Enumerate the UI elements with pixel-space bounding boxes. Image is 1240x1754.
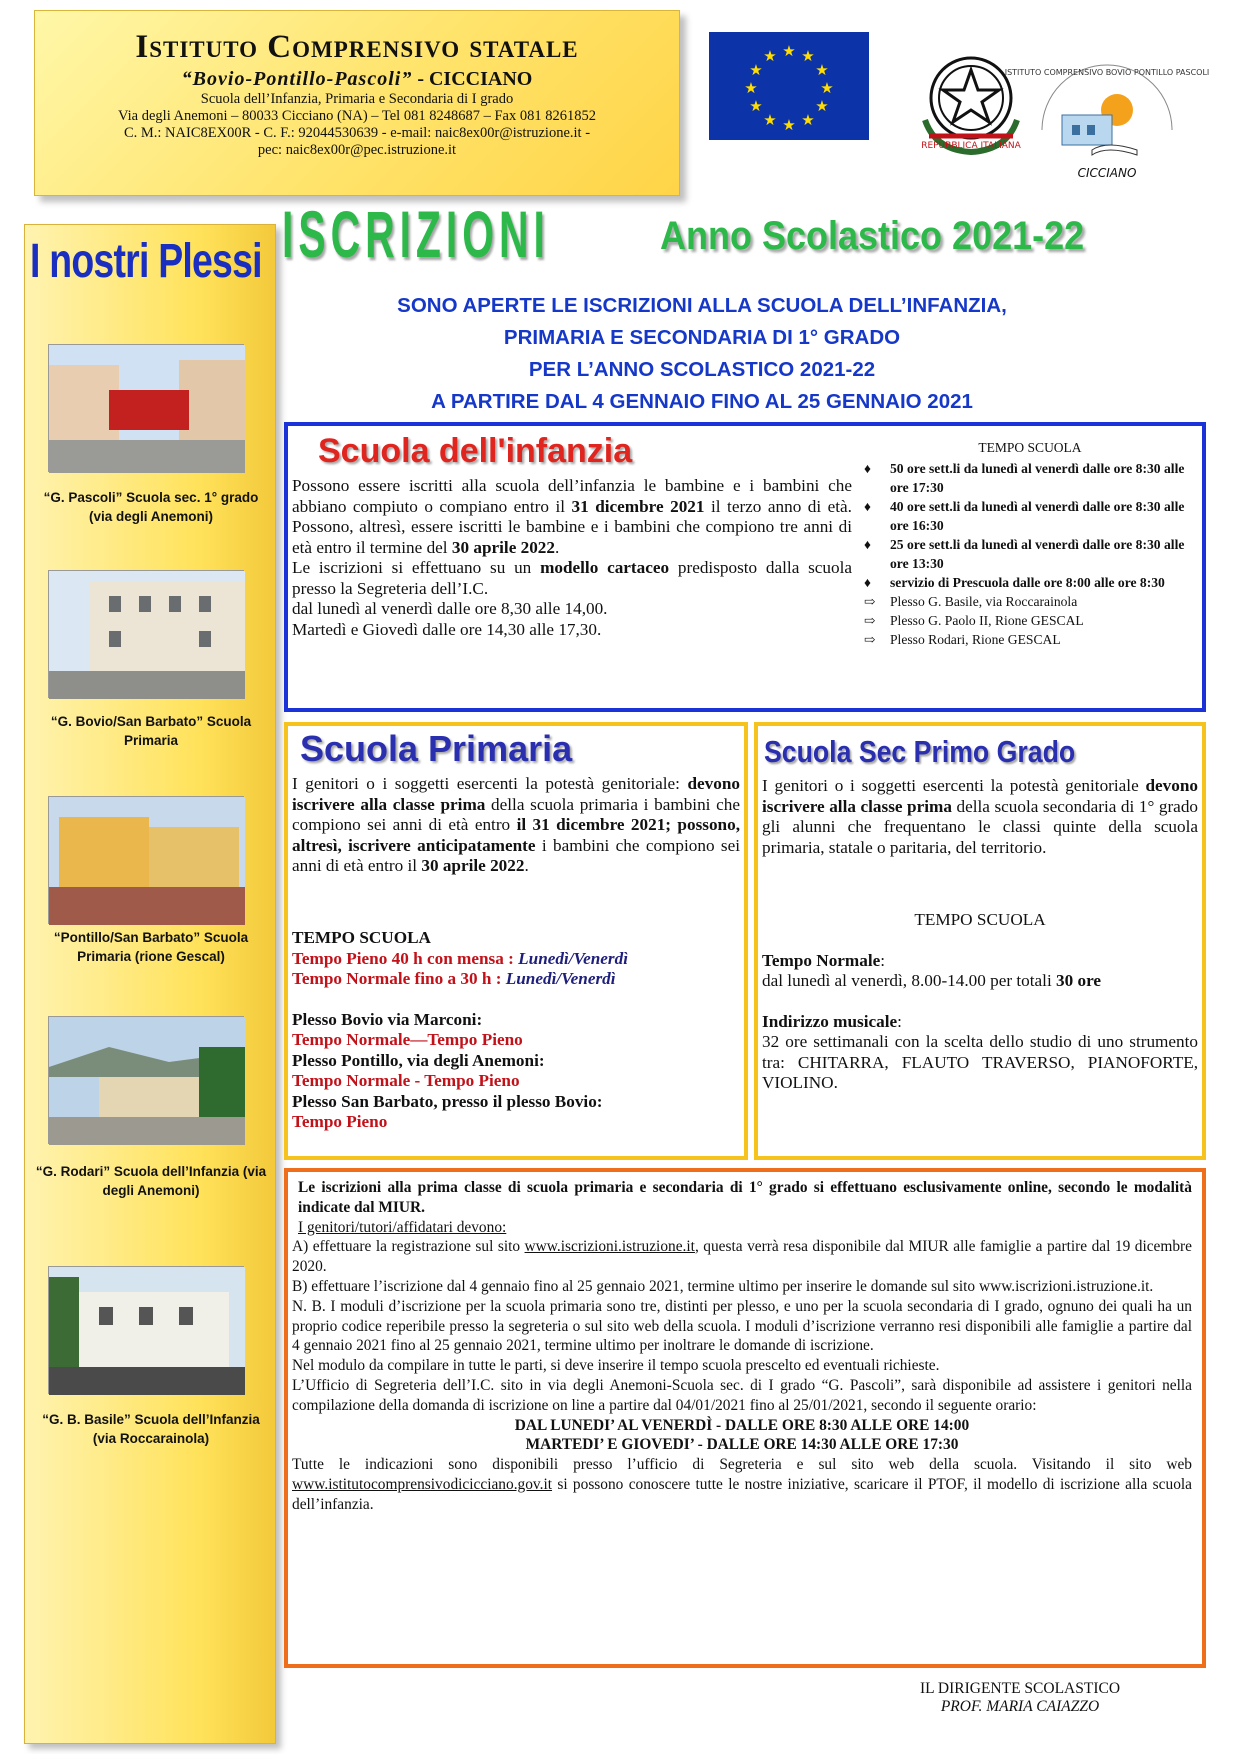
plesso-san-barbato-tempo: Tempo Pieno (292, 1112, 388, 1131)
text: , questa verrà resa disponibile dal MIUR alle famiglie a partire dal 19 dicembre 2020. (292, 1238, 1193, 1276)
arrow-icon: ⇨ (864, 613, 876, 628)
online-intro: Le iscrizioni alla prima classe di scuola primaria e secondaria di 1° grado si effettuano esclusivamente online, secondo le modalità indicate dal MIUR. (298, 1179, 1192, 1216)
school-header-box (34, 10, 680, 196)
tempo-normale-heading: Tempo Normale: (762, 950, 886, 970)
bold-text: devono iscrivere alla classe prima (762, 776, 1198, 816)
text: i bambini che compiono sei anni di età entro il (292, 835, 740, 875)
text: della scuola secondaria di 1° grado gli alunni che frequentano le classi quinte della scuola primaria, statale o paritaria, del territorio. (762, 796, 1199, 857)
signature (870, 1680, 1170, 1716)
signature-name: PROF. MARIA CAIAZZO (940, 1698, 1100, 1715)
iscrizioni-link[interactable]: www.iscrizioni.istruzione.it (524, 1238, 695, 1256)
online-step-b: B) effettuare l’iscrizione dal 4 gennaio fino al 25 gennaio 2021, termine ultimo per inserire le domande sul sito www.iscrizioni.istruzione.it. (292, 1277, 1154, 1295)
announce-line: PER L’ANNO SCOLASTICO 2021-22 (528, 358, 876, 381)
date-bold: 30 aprile 2022 (451, 537, 555, 557)
online-orario-2: MARTEDI’ E GIOVEDI’ - DALLE ORE 14:30 ALLE ORE 17:30 (525, 1436, 959, 1454)
school-city: - CICCIANO (412, 68, 533, 90)
tempo-normale-label: Tempo Normale (762, 950, 881, 970)
secondaria-tempo (762, 910, 1198, 1094)
tempo-pieno-days: Lunedì/Venerdì (518, 948, 628, 968)
tempo-item-text: servizio di Prescuola dalle ore 8:00 alle ore 8:30 (890, 575, 1165, 590)
bold-text: modello cartaceo (540, 558, 670, 577)
diamond-bullet-icon: ♦ (864, 537, 871, 552)
infanzia-text (292, 476, 852, 640)
online-nb: N. B. I moduli d’iscrizione per la scuola primaria sono tre, distinti per plesso, e uno per la scuola secondaria di I grado, ognuno dei quali ha un proprio codice reperibile presso la segreteria o sul sito web della scuola. I moduli d’iscrizione verranno resi disponibili alle famiglie a partire dal 4 gennaio 2021 fino al 25 gennaio 2021, termine ultimo per inoltrare le domande di iscrizione. (292, 1297, 1192, 1355)
text: predisposto dalla scuola presso la Segreteria dell’I.C. (292, 558, 853, 598)
tempo-normale-text (762, 971, 1198, 992)
tempo-item-text: 50 ore sett.li da lunedì al venerdì dalle ore 8:30 alle ore 17:30 (890, 461, 1185, 495)
svg-text:★: ★ (801, 47, 815, 65)
secondaria-text (762, 776, 1198, 858)
svg-text:★: ★ (801, 111, 815, 129)
musicale-text: 32 ore settimanali con la scelta dello studio di uno strumento tra: CHITARRA, FLAUTO TRAVERSO, PIANOFORTE, VIOLINO. (762, 1032, 1198, 1092)
diamond-bullet-icon: ♦ (864, 575, 871, 590)
online-orario-1: DAL LUNEDI’ AL VENERDÌ - DALLE ORE 8:30 ALLE ORE 14:00 (514, 1416, 970, 1434)
online-step-a (292, 1237, 1192, 1277)
svg-text:★: ★ (763, 47, 777, 65)
photo-basile (48, 1266, 244, 1394)
school-info-line: Scuola dell’Infanzia, Primaria e Secondaria di I grado (200, 91, 514, 107)
tempo-item-text: 40 ore sett.li da lunedì al venerdì dalle ore 8:30 alle ore 16:30 (890, 499, 1185, 533)
musicale-label: Indirizzo musicale (762, 1011, 898, 1031)
plesso-pontillo: Plesso Pontillo, via degli Anemoni: (292, 1050, 545, 1070)
diamond-bullet-icon: ♦ (864, 461, 871, 476)
text: il terzo anno di età. Possono, altresì, essere iscritti le bambine e i bambini che compiono tre anni di età entro il termine del (292, 496, 852, 557)
online-text (292, 1178, 1192, 1515)
online-final (292, 1455, 1192, 1514)
text: A) effettuare la registrazione sul sito (292, 1238, 525, 1256)
plesso-bovio-tempo: Tempo Normale—Tempo Pieno (292, 1030, 523, 1049)
plesso-pontillo-tempo: Tempo Normale - Tempo Pieno (292, 1071, 520, 1090)
italian-republic-emblem (905, 40, 1040, 160)
school-logo (1004, 55, 1210, 190)
date-bold: 30 aprile 2022 (421, 856, 525, 875)
tempo-pieno-line (292, 949, 742, 970)
text: dal lunedì al venerdì, 8.00-14.00 per totali (762, 971, 1057, 990)
bold-text: il 31 dicembre 2021; possono, altresì, iscrivere anticipatamente (292, 815, 740, 855)
tempo-item (860, 535, 1200, 573)
tempo-item (860, 497, 1200, 535)
signature-role: IL DIRIGENTE SCOLASTICO (919, 1680, 1121, 1697)
text: Possono essere iscritti alla scuola dell’infanzia le bambine e i bambini che abbiano compiuto o compiano entro il (292, 476, 852, 516)
svg-text:★: ★ (815, 61, 829, 79)
tempo-normale-days: Lunedì/Venerdì (505, 969, 616, 988)
diamond-bullet-icon: ♦ (864, 499, 871, 514)
school-name (35, 68, 679, 91)
school-title: Istituto Comprensivo statale (135, 29, 579, 65)
caption-basile: “G. B. Basile” Scuola dell’Infanzia (via Roccarainola) (42, 1412, 260, 1446)
school-pec-line: pec: naic8ex00r@pec.istruzione.it (257, 142, 457, 158)
tempo-item (860, 459, 1200, 497)
online-who: I genitori/tutori/affidatari devono: (298, 1218, 507, 1236)
svg-text:CICCIANO: CICCIANO (1077, 166, 1137, 180)
online-modulo: Nel modulo da compilare in tutte le parti, si deve inserire il tempo scuola prescelto ed eventuali richieste. (292, 1357, 940, 1375)
caption-pascoli: “G. Pascoli” Scuola sec. 1° grado (via degli Anemoni) (43, 490, 259, 524)
arrow-icon: ⇨ (864, 594, 876, 609)
date-bold: 31 dicembre 2021 (571, 496, 705, 516)
tempo-normale-label: Tempo Normale fino a 30 h : (292, 969, 506, 988)
bold-text: 30 ore (1056, 971, 1102, 990)
announcement (282, 290, 1122, 418)
sidebar-title: I nostri Plessi (30, 235, 262, 288)
emblem-text: REPUBBLICA ITALIANA (921, 141, 1021, 151)
bold-text: devono iscrivere alla classe prima (292, 774, 740, 814)
headline-school-year: Anno Scolastico 2021-22 (660, 214, 1085, 258)
text: della scuola primaria i bambini che compiono sei anni di età entro (292, 794, 740, 834)
text: I genitori o i soggetti esercenti la potestà genitoriale: (292, 774, 688, 793)
tempo-item-text: Plesso G. Paolo II, Rione GESCAL (890, 613, 1084, 628)
svg-text:★: ★ (820, 79, 834, 97)
tempo-item (860, 611, 1200, 630)
infanzia-tempo-list (860, 459, 1200, 649)
school-website-link[interactable]: www.istitutocomprensivodicicciano.gov.it (292, 1475, 553, 1493)
primaria-text (292, 774, 740, 877)
text: . (524, 856, 529, 875)
tempo-item-text: Plesso Rodari, Rione GESCAL (890, 632, 1061, 647)
svg-text:★: ★ (815, 97, 829, 115)
musicale-heading: Indirizzo musicale: (762, 1011, 902, 1031)
svg-text:★: ★ (749, 61, 763, 79)
text: . (555, 537, 560, 557)
infanzia-hours: dal lunedì al venerdì dalle ore 8,30 alle 14,00. (292, 599, 608, 618)
photo-bovio (48, 570, 244, 698)
caption-pontillo: “Pontillo/San Barbato” Scuola Primaria (rione Gescal) (53, 930, 249, 964)
photo-pascoli (48, 344, 244, 472)
announce-line: A PARTIRE DAL 4 GENNAIO FINO AL 25 GENNAIO 2021 (431, 390, 973, 413)
photo-pontillo (48, 796, 244, 924)
tempo-item (860, 630, 1200, 649)
text: I genitori o i soggetti esercenti la potestà genitoriale (762, 776, 1146, 795)
text: Le iscrizioni si effettuano su un (292, 558, 541, 577)
secondaria-title: Scuola Sec Primo Grado (764, 734, 1076, 769)
school-address-line: Via degli Anemoni – 80033 Cicciano (NA) – Tel 081 8248687 – Fax 081 8261852 (118, 108, 596, 124)
svg-text:★: ★ (782, 42, 796, 60)
eu-flag-logo (709, 32, 869, 140)
svg-text:★: ★ (782, 116, 796, 134)
infanzia-paragraph (292, 476, 852, 558)
svg-text:★: ★ (749, 97, 763, 115)
text: si possono conoscere tutte le nostre iniziative, scaricare il PTOF, il modello di iscrizione alla scuola dell’infanzia. (292, 1475, 1192, 1513)
tempo-normale-line (292, 969, 742, 990)
school-codes-line: C. M.: NAIC8EX00R - C. F.: 92044530639 - e-mail: naic8ex00r@istruzione.it - (123, 125, 591, 141)
announce-line: SONO APERTE LE ISCRIZIONI ALLA SCUOLA DELL’INFANZIA, (397, 294, 1007, 317)
photo-rodari (48, 1016, 244, 1144)
tempo-item (860, 573, 1200, 592)
tempo-item-text: Plesso G. Basile, via Roccarainola (890, 594, 1078, 609)
tempo-item (860, 592, 1200, 611)
plesso-bovio: Plesso Bovio via Marconi: (292, 1009, 483, 1029)
plesso-san-barbato: Plesso San Barbato, presso il plesso Bovio: (292, 1091, 603, 1111)
caption-rodari: “G. Rodari” Scuola dell’Infanzia (via degli Anemoni) (35, 1164, 267, 1198)
arrow-icon: ⇨ (864, 632, 876, 647)
caption-bovio: “G. Bovio/San Barbato” Scuola Primaria (50, 714, 252, 748)
school-name-italic: “Bovio-Pontillo-Pascoli” (181, 68, 413, 90)
tempo-pieno-label: Tempo Pieno 40 h con mensa : (292, 948, 519, 968)
svg-text:★: ★ (744, 79, 758, 97)
svg-text:★: ★ (763, 111, 777, 129)
infanzia-title: Scuola dell'infanzia (318, 432, 633, 470)
primaria-tempo-title: TEMPO SCUOLA (292, 928, 431, 947)
secondaria-tempo-title: TEMPO SCUOLA (914, 910, 1046, 929)
text: Tutte le indicazioni sono disponibili presso l’ufficio di Segreteria e sul sito web della scuola. Visitando il sito web (292, 1456, 1192, 1474)
primaria-tempo (292, 928, 742, 1133)
infanzia-tempo-title: TEMPO SCUOLA (978, 440, 1082, 455)
online-ufficio: L’Ufficio di Segreteria dell’I.C. sito in via degli Anemoni-Scuola sec. di I grado “G. Pascoli”, sarà disponibile ad assistere i genitori nella compilazione della domanda di iscrizione on line a partire dal 04/01/2021 fino al 25/01/2021, secondo il seguente orario: (292, 1376, 1192, 1414)
logo-top-text: ISTITUTO COMPRENSIVO BOVIO PONTILLO PASCOLI (1004, 68, 1210, 77)
infanzia-hours: Martedì e Giovedì dalle ore 14,30 alle 17,30. (292, 619, 602, 639)
headline-word: ISCRIZIONI (282, 197, 550, 271)
announce-line: PRIMARIA E SECONDARIA DI 1° GRADO (503, 326, 901, 349)
infanzia-paragraph (292, 558, 852, 599)
tempo-item-text: 25 ore sett.li da lunedì al venerdì dalle ore 8:30 alle ore 13:30 (890, 537, 1185, 571)
primaria-title: Scuola Primaria (300, 728, 573, 769)
